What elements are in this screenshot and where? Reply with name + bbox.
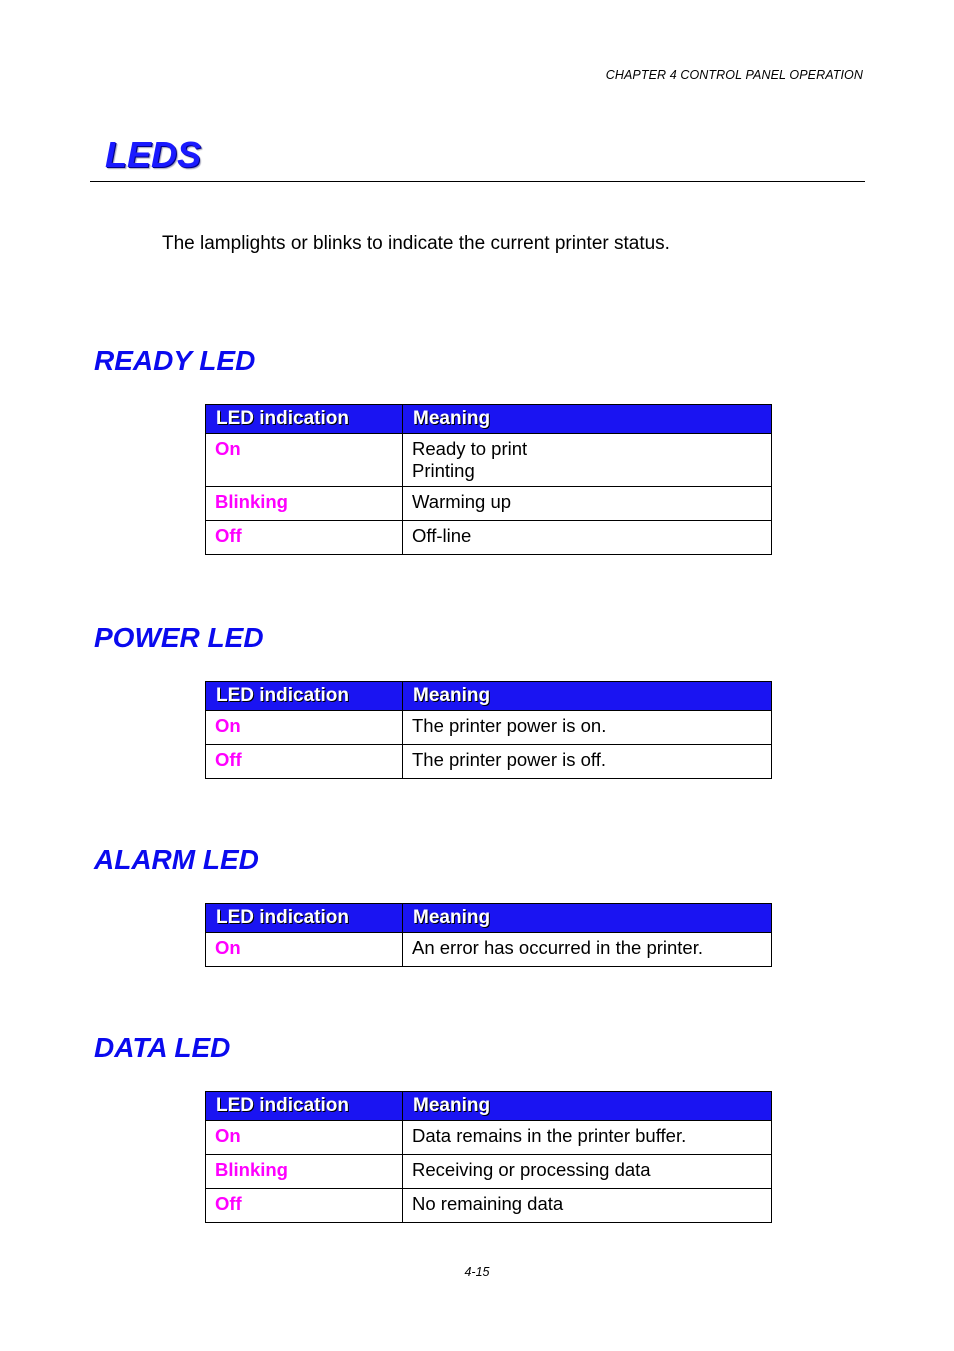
led-indication-cell: Blinking: [206, 487, 403, 521]
running-header: CHAPTER 4 CONTROL PANEL OPERATION: [605, 68, 863, 82]
led-indication-header: LED indication: [206, 682, 403, 711]
power-led-heading: POWER LED: [94, 622, 264, 653]
meaning-header: Meaning: [403, 1092, 772, 1121]
data-led-table: [205, 1091, 772, 1223]
meaning-cell: [403, 1155, 772, 1189]
table-row: [206, 487, 772, 521]
led-indication-cell: Off: [206, 521, 403, 555]
table-row: [206, 1121, 772, 1155]
meaning-cell: [403, 434, 772, 487]
power-led-table: [205, 681, 772, 779]
meaning-cell: [403, 933, 772, 967]
meaning-header: Meaning: [403, 682, 772, 711]
meaning-text: Receiving or processing data: [412, 1159, 651, 1180]
meaning-text: No remaining data: [412, 1193, 564, 1214]
meaning-text: Printing: [412, 460, 475, 481]
meaning-text: An error has occurred in the printer.: [412, 937, 704, 958]
title-rule: [90, 181, 865, 182]
table-row: [206, 434, 772, 487]
meaning-text: Ready to print: [412, 438, 528, 459]
meaning-cell: [403, 711, 772, 745]
led-indication-cell: On: [206, 933, 403, 967]
ready-led-table: [205, 404, 772, 555]
page-title: LEDS: [105, 134, 202, 175]
meaning-header: Meaning: [403, 904, 772, 933]
data-led-heading: DATA LED: [94, 1032, 231, 1063]
page-number: 4-15: [464, 1265, 490, 1279]
led-indication-header: LED indication: [206, 904, 403, 933]
table-header-row: [206, 904, 772, 933]
intro-text: The lamplights or blinks to indicate the current printer status.: [162, 233, 670, 254]
table-row: [206, 521, 772, 555]
table-row: [206, 711, 772, 745]
meaning-text: Warming up: [412, 491, 512, 512]
alarm-led-heading: ALARM LED: [94, 844, 259, 875]
table-row: [206, 1189, 772, 1223]
table-header-row: [206, 1092, 772, 1121]
led-indication-header: LED indication: [206, 1092, 403, 1121]
table-row: [206, 1155, 772, 1189]
table-row: [206, 933, 772, 967]
led-indication-cell: Off: [206, 745, 403, 779]
meaning-cell: [403, 1189, 772, 1223]
led-indication-cell: On: [206, 434, 403, 487]
led-indication-cell: Off: [206, 1189, 403, 1223]
table-header-row: [206, 682, 772, 711]
alarm-led-table: [205, 903, 772, 967]
meaning-text: The printer power is on.: [412, 715, 607, 736]
meaning-text: Off-line: [412, 525, 472, 546]
table-header-row: [206, 405, 772, 434]
ready-led-heading: READY LED: [94, 345, 256, 376]
table-row: [206, 745, 772, 779]
meaning-text: The printer power is off.: [412, 749, 606, 770]
meaning-text: Data remains in the printer buffer.: [412, 1125, 687, 1146]
meaning-header: Meaning: [403, 405, 772, 434]
meaning-cell: [403, 521, 772, 555]
led-indication-cell: On: [206, 1121, 403, 1155]
led-indication-cell: On: [206, 711, 403, 745]
led-indication-header: LED indication: [206, 405, 403, 434]
meaning-cell: [403, 1121, 772, 1155]
meaning-cell: [403, 487, 772, 521]
led-indication-cell: Blinking: [206, 1155, 403, 1189]
meaning-cell: [403, 745, 772, 779]
